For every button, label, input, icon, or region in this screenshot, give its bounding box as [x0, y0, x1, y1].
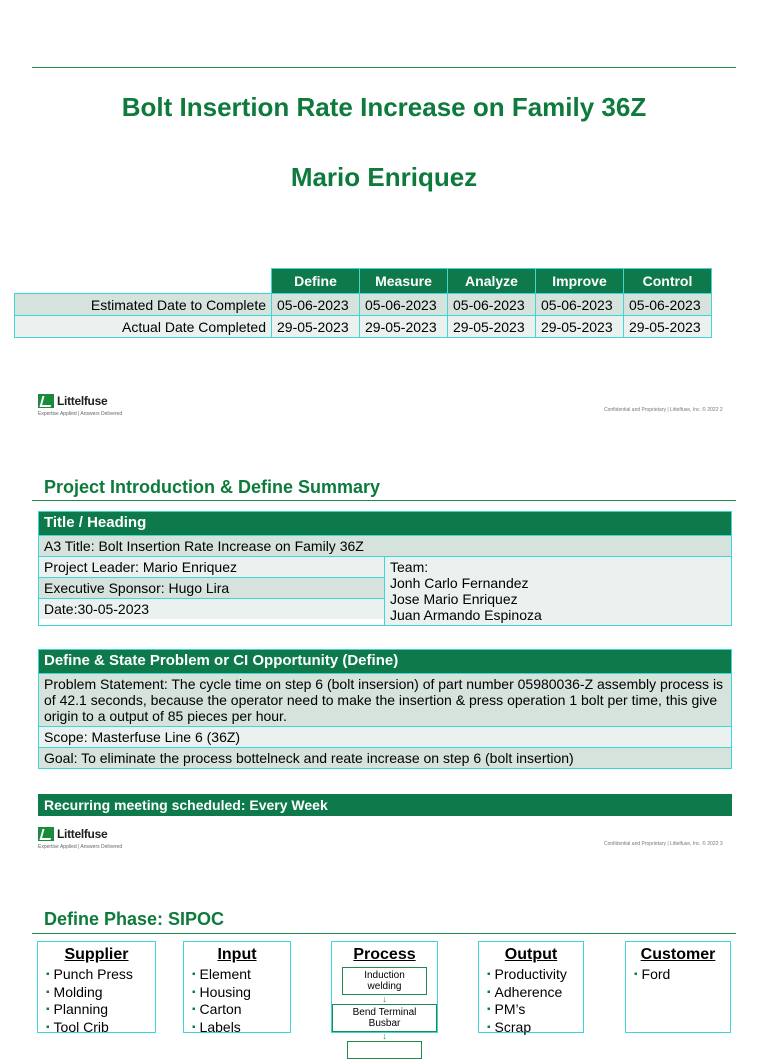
- process-step: Bend Terminal Busbar: [332, 1004, 437, 1032]
- schedule-row-estimated: [15, 294, 712, 316]
- schedule-row-actual: [15, 316, 712, 338]
- process-step: Induction welding: [342, 967, 427, 995]
- list-item: ▪ Molding: [46, 984, 155, 1002]
- brand-tagline: Expertise Applied | Answers Delivered: [38, 844, 123, 850]
- sipoc-output: [478, 941, 584, 1033]
- page-number: 3: [719, 841, 723, 847]
- list-item: ▪ Labels: [192, 1019, 290, 1037]
- schedule-table: [14, 268, 712, 338]
- date-cell: 29-05-2023: [536, 316, 624, 338]
- goal: Goal: To eliminate the process bottelneck and reate increase on step 6 (bolt insertion): [39, 747, 731, 768]
- customer-heading: Customer: [640, 946, 716, 963]
- intro-box: [38, 511, 732, 626]
- row-label: Estimated Date to Complete: [15, 294, 272, 316]
- top-rule: [32, 67, 736, 68]
- team-member: Juan Armando Espinoza: [390, 607, 542, 623]
- sipoc-section-title: Define Phase: SIPOC: [44, 909, 225, 929]
- littelfuse-mark-icon: [38, 394, 54, 408]
- list-item: ▪ Housing: [192, 984, 290, 1002]
- scope: Scope: Masterfuse Line 6 (36Z): [39, 726, 731, 747]
- cover-title: Bolt Insertion Rate Increase on Family 36Z: [121, 92, 647, 122]
- phase-measure: Measure: [360, 269, 448, 294]
- intro-split: [39, 556, 731, 625]
- define-box: [38, 649, 732, 769]
- littelfuse-mark-icon: [38, 827, 54, 841]
- down-arrow-icon: ↓: [382, 994, 387, 1004]
- schedule-corner: [15, 269, 272, 294]
- input-heading: Input: [217, 946, 257, 963]
- team-cell: [385, 557, 731, 625]
- a3-title: A3 Title: Bolt Insertion Rate Increase on Family 36Z: [39, 535, 731, 556]
- sipoc-process: [331, 941, 438, 1041]
- output-heading: Output: [504, 946, 558, 963]
- recurring-meeting-banner: Recurring meeting scheduled: Every Week: [38, 794, 732, 816]
- littelfuse-logo: [38, 392, 122, 417]
- executive-sponsor: Executive Sponsor: Hugo Lira: [39, 577, 384, 598]
- list-item: ▪ Element: [192, 966, 290, 984]
- list-item: ▪ Scrap: [487, 1019, 583, 1037]
- date-cell: 29-05-2023: [272, 316, 360, 338]
- phase-control: Control: [624, 269, 712, 294]
- brand-name: Littelfuse: [57, 393, 108, 408]
- process-heading: Process: [353, 946, 416, 963]
- list-item: ▪ Adherence: [487, 984, 583, 1002]
- down-arrow-icon: ↓: [382, 1031, 387, 1041]
- date-cell: 29-05-2023: [448, 316, 536, 338]
- littelfuse-logo: [38, 825, 122, 850]
- date-cell: 05-06-2023: [448, 294, 536, 316]
- brand-tagline: Expertise Applied | Answers Delivered: [38, 411, 123, 417]
- date-cell: 05-06-2023: [624, 294, 712, 316]
- list-item: ▪ Tool Crib: [46, 1019, 155, 1037]
- supplier-list: [38, 966, 155, 1036]
- phase-improve: Improve: [536, 269, 624, 294]
- confidential-notice: [604, 407, 723, 413]
- brand-name: Littelfuse: [57, 826, 108, 841]
- phase-analyze: Analyze: [448, 269, 536, 294]
- date-cell: 29-05-2023: [624, 316, 712, 338]
- list-item: ▪ Carton: [192, 1001, 290, 1019]
- process-step: [347, 1041, 422, 1059]
- schedule-header-row: [15, 269, 712, 294]
- sipoc-input: [183, 941, 291, 1033]
- phase-define: Define: [272, 269, 360, 294]
- project-leader: Project Leader: Mario Enriquez: [39, 557, 384, 577]
- input-list: [184, 966, 290, 1036]
- date-cell: 05-06-2023: [360, 294, 448, 316]
- date-cell: 05-06-2023: [272, 294, 360, 316]
- output-list: [479, 966, 583, 1036]
- confidential-text: Confidential and Proprietary | Littelfuse, Inc. © 2022: [604, 841, 719, 847]
- intro-rule: [32, 500, 736, 501]
- confidential-notice: [604, 841, 723, 847]
- team-member: Jose Mario Enriquez: [390, 591, 518, 607]
- sipoc-customer: [625, 941, 731, 1033]
- define-header: Define & State Problem or CI Opportunity (Define): [39, 650, 731, 673]
- date-cell: 29-05-2023: [360, 316, 448, 338]
- list-item: ▪ Planning: [46, 1001, 155, 1019]
- row-label: Actual Date Completed: [15, 316, 272, 338]
- list-item: ▪ Productivity: [487, 966, 583, 984]
- list-item: ▪ PM’s: [487, 1001, 583, 1019]
- intro-header: Title / Heading: [39, 512, 731, 535]
- sipoc-supplier: [37, 941, 156, 1033]
- customer-list: [626, 966, 730, 984]
- problem-statement: Problem Statement: The cycle time on step 6 (bolt insersion) of part number 05980036-Z assembly process is of 42.1 seconds, because the operator need to make the insertion & press operation 1 bolt per time, this give origin to a output of 85 pieces per hour.: [39, 673, 731, 726]
- team-member: Jonh Carlo Fernandez: [390, 575, 529, 591]
- page-number: 2: [719, 407, 723, 413]
- list-item: ▪ Ford: [634, 966, 730, 984]
- intro-section-title: Project Introduction & Define Summary: [44, 477, 381, 497]
- list-item: ▪ Punch Press: [46, 966, 155, 984]
- supplier-heading: Supplier: [64, 946, 129, 963]
- sipoc-rule: [32, 933, 736, 934]
- date-cell: 05-06-2023: [536, 294, 624, 316]
- confidential-text: Confidential and Proprietary | Littelfuse, Inc. © 2022: [604, 407, 719, 413]
- intro-left-column: [39, 557, 385, 625]
- team-label: Team:: [390, 559, 429, 575]
- project-date: Date:30-05-2023: [39, 598, 384, 619]
- cover-author: Mario Enriquez: [290, 162, 478, 192]
